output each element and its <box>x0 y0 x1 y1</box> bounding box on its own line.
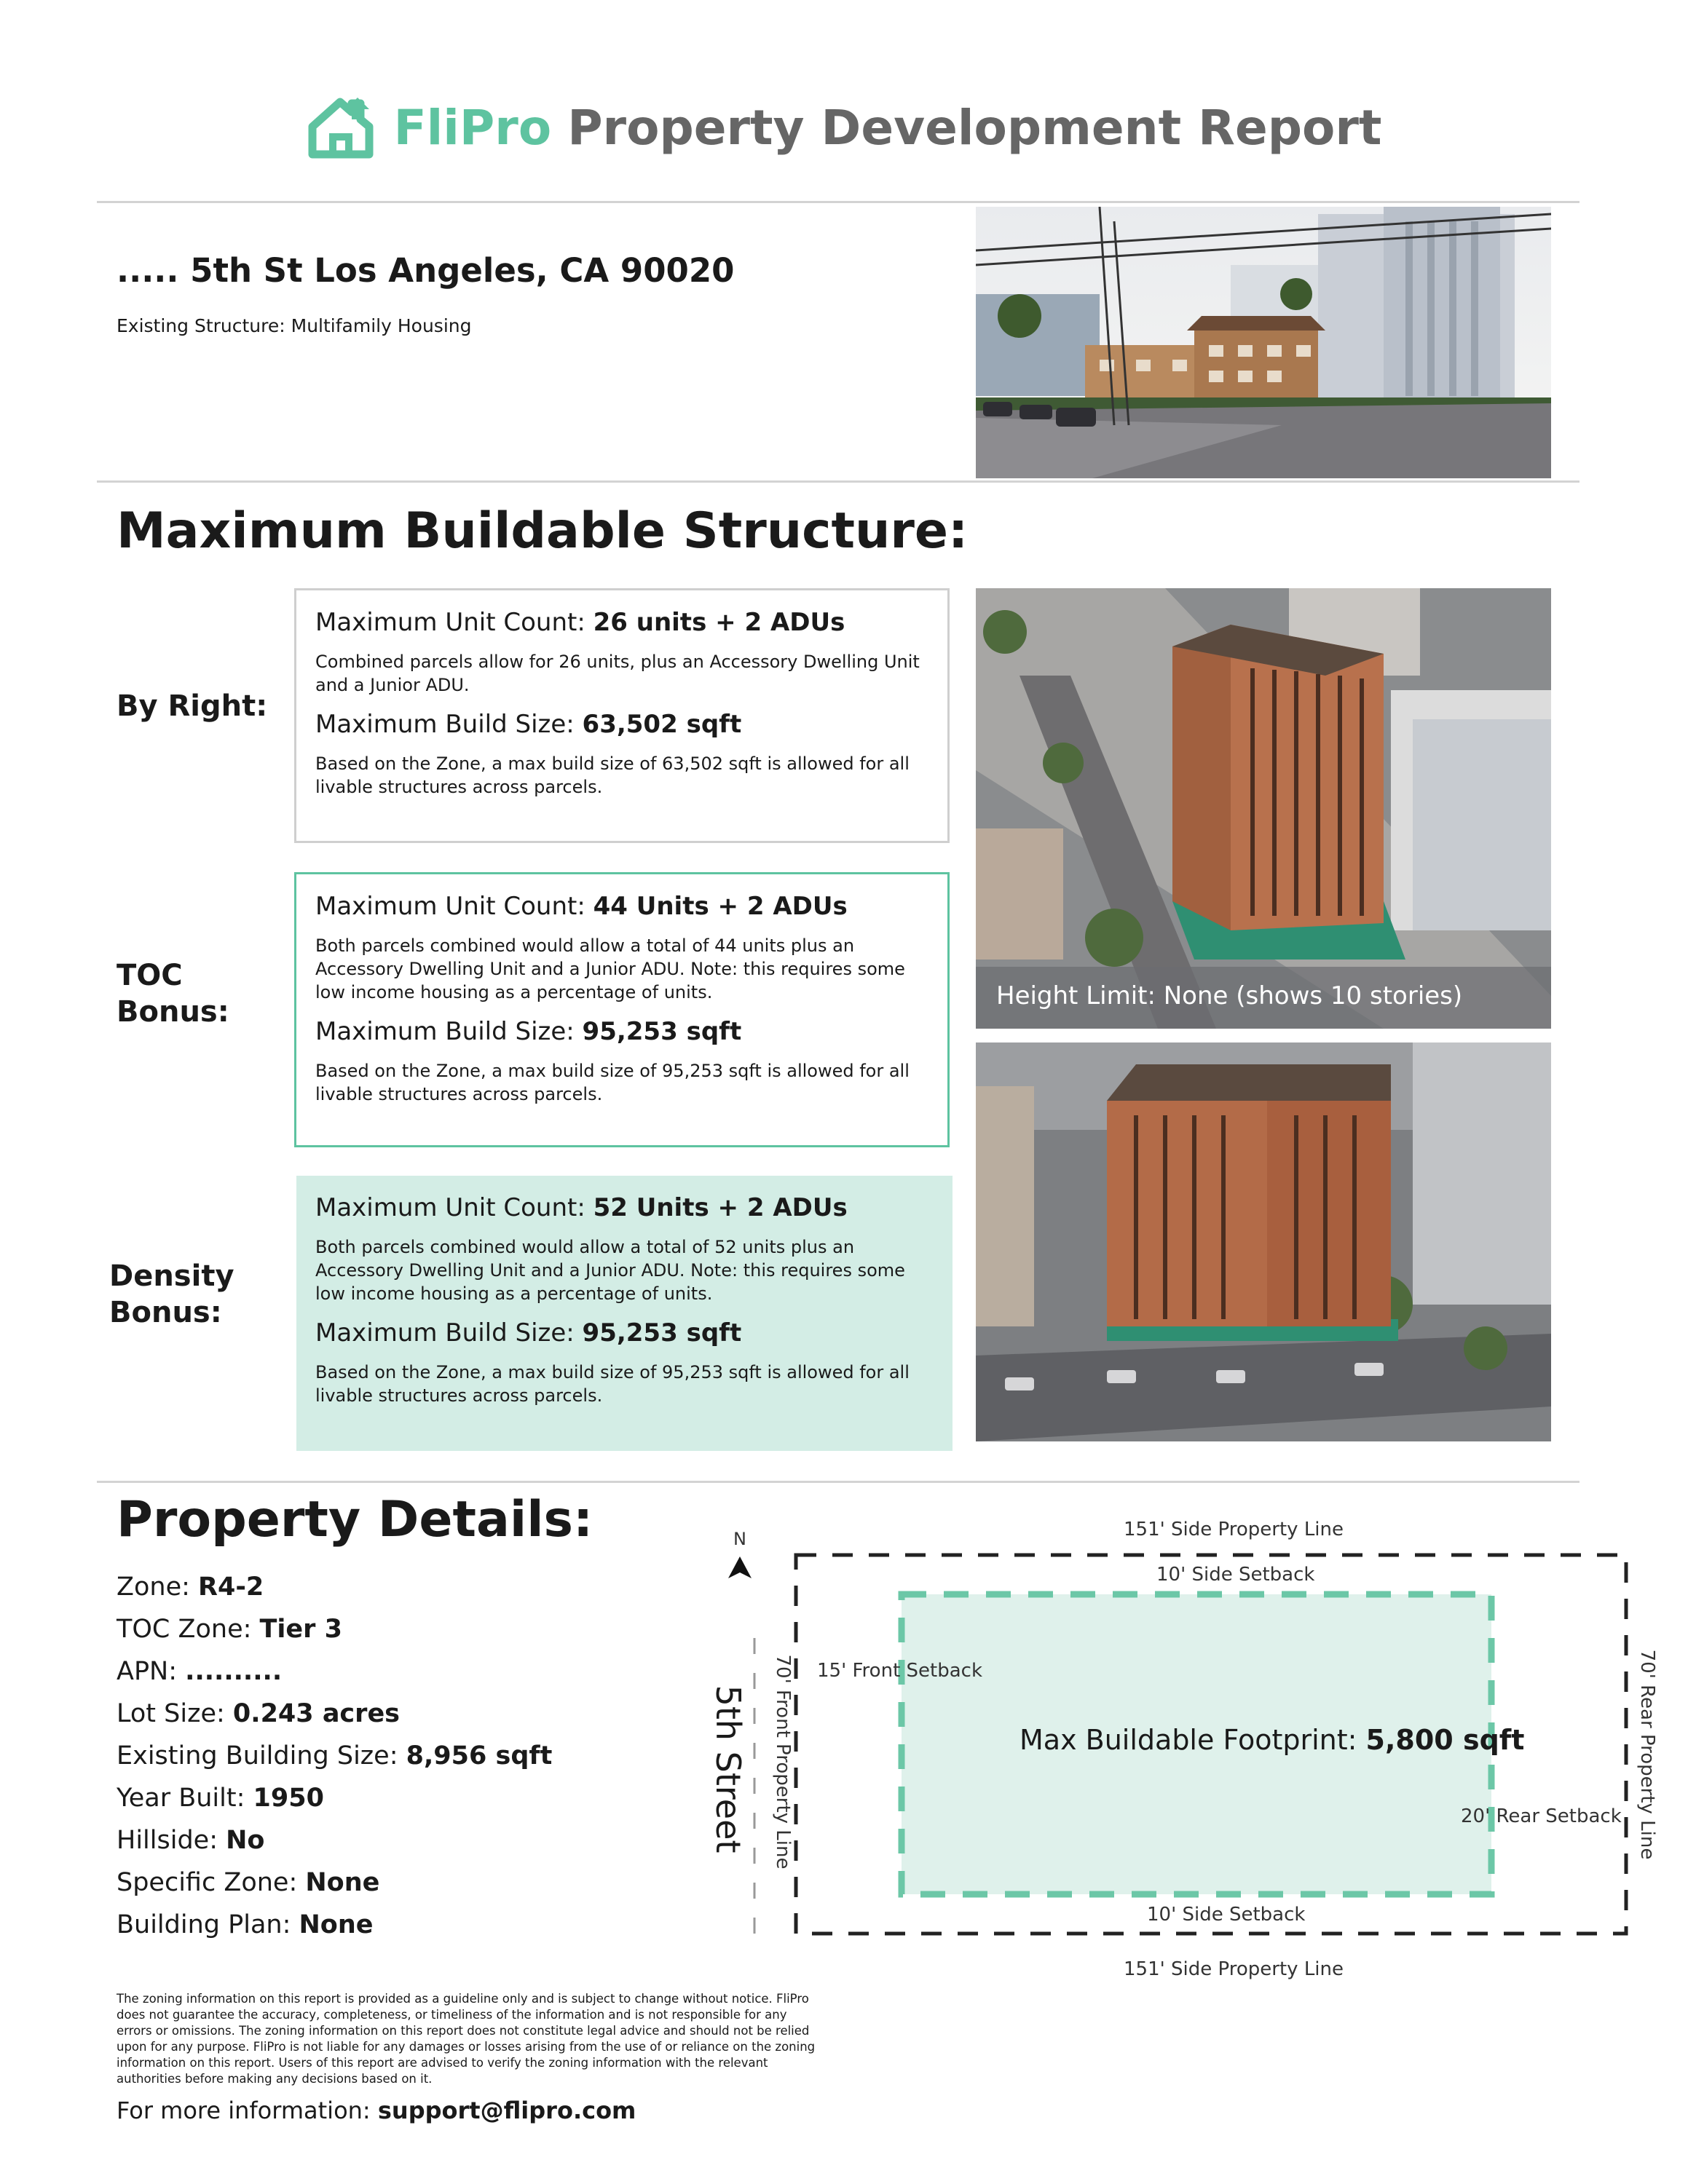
build-size <box>315 1318 934 1348</box>
label-line: Density <box>109 1259 234 1293</box>
side-setback-bottom: 10' Side Setback <box>1147 1904 1306 1926</box>
max-buildable-heading: Maximum Buildable Structure: <box>117 502 969 560</box>
contact-line <box>117 2097 636 2124</box>
north-label: N <box>733 1529 746 1549</box>
front-setback-label: 15' Front Setback <box>817 1660 983 1682</box>
detail-value: R4-2 <box>198 1572 264 1602</box>
front-property-line-label: 70' Front Property Line <box>772 1654 794 1870</box>
unit-count-value: 26 units + 2 ADUs <box>593 608 845 637</box>
detail-value: None <box>305 1868 380 1897</box>
build-size-value: 95,253 sqft <box>582 1017 742 1046</box>
north-arrow-icon <box>728 1556 752 1578</box>
detail-value: No <box>226 1826 265 1855</box>
side-setback-top: 10' Side Setback <box>1156 1564 1315 1586</box>
divider <box>97 480 1579 483</box>
unit-count <box>315 1193 934 1222</box>
density-bonus-label <box>109 1258 234 1331</box>
street-label: 5th Street <box>709 1685 748 1853</box>
build-size <box>315 1017 928 1046</box>
detail-specific-zone <box>117 1868 379 1897</box>
height-limit-caption: Height Limit: None (shows 10 stories) <box>996 981 1463 1010</box>
unit-note: Combined parcels allow for 26 units, plus an Accessory Dwelling Unit and a Junior ADU. <box>315 652 920 695</box>
by-right-label <box>117 688 267 724</box>
detail-label: Specific Zone: <box>117 1868 306 1897</box>
detail-label: TOC Zone: <box>117 1615 260 1644</box>
contact-label: For more information: <box>117 2097 378 2124</box>
size-note: Based on the Zone, a max build size of 63,502 sqft is allowed for all livable structures across parcels. <box>315 753 910 797</box>
house-logo-icon <box>307 95 379 160</box>
by-right-card <box>294 588 950 843</box>
unit-note: Both parcels combined would allow a total of 44 units plus an Accessory Dwelling Unit and a Junior ADU. Note: this requires some low income housing as a percentage of units. <box>315 935 905 1002</box>
report-title: Property Development Report <box>567 99 1382 156</box>
build-size-value: 63,502 sqft <box>582 710 742 739</box>
contact-email[interactable]: support@flipro.com <box>377 2097 636 2124</box>
rear-setback-label: 20' Rear Setback <box>1461 1805 1622 1827</box>
label-line: By Right: <box>117 689 268 723</box>
size-note: Based on the Zone, a max build size of 95,253 sqft is allowed for all livable structures across parcels. <box>315 1362 910 1406</box>
detail-hillside <box>117 1826 264 1855</box>
detail-value: 8,956 sqft <box>406 1741 553 1770</box>
street-view-photo <box>976 207 1551 478</box>
label-line: Bonus: <box>109 1296 222 1329</box>
detail-label: Building Plan: <box>117 1910 299 1939</box>
label-line: Bonus: <box>117 995 229 1029</box>
toc-bonus-label <box>117 957 229 1030</box>
detail-label: APN: <box>117 1657 186 1686</box>
unit-count-value: 52 Units + 2 ADUs <box>593 1193 848 1222</box>
lot-diagram-graphic <box>699 1522 1638 2002</box>
build-size-value: 95,253 sqft <box>582 1318 742 1348</box>
detail-label: Lot Size: <box>117 1699 233 1728</box>
unit-count-value: 44 Units + 2 ADUs <box>593 892 848 921</box>
unit-note: Both parcels combined would allow a total of 52 units plus an Accessory Dwelling Unit and a Junior ADU. Note: this requires some low income housing as a percentage of units. <box>315 1237 905 1304</box>
detail-value: 1950 <box>253 1784 324 1813</box>
footprint-value: 5,800 sqft <box>1365 1724 1525 1756</box>
detail-existing-building-size <box>117 1741 552 1770</box>
density-bonus-card <box>296 1176 953 1451</box>
unit-count <box>315 892 928 921</box>
unit-count-label: Maximum Unit Count: <box>315 892 593 921</box>
tower-rendering-oblique <box>976 1042 1551 1441</box>
property-details-heading: Property Details: <box>117 1491 593 1548</box>
side-property-line-bottom: 151' Side Property Line <box>1124 1958 1344 1980</box>
detail-label: Existing Building Size: <box>117 1741 406 1770</box>
unit-count-label: Maximum Unit Count: <box>315 608 593 637</box>
unit-count <box>315 608 928 637</box>
build-size <box>315 710 928 739</box>
disclaimer: The zoning information on this report is provided as a guideline only and is subject to change without notice. FliPro does not guarantee the accuracy, completeness, or timeliness of the information and is not responsible for any errors or omissions. The zoning information on this report does not constitute legal advice and should not be relied upon for any purpose. FliPro is not liable for any damages or losses arising from the use of or reliance on the zoning information on this report. Users of this report are advised to verify the zoning information with the relevant authorities before making any decisions based on it. <box>117 1992 816 2086</box>
detail-toc-zone <box>117 1615 342 1644</box>
detail-label: Year Built: <box>117 1784 253 1813</box>
label-line: TOC <box>117 959 183 992</box>
size-note: Based on the Zone, a max build size of 95,253 sqft is allowed for all livable structures across parcels. <box>315 1061 910 1104</box>
detail-year-built <box>117 1784 324 1813</box>
existing-structure: Existing Structure: Multifamily Housing <box>117 315 472 336</box>
lot-diagram <box>699 1519 1658 2002</box>
detail-building-plan <box>117 1910 374 1939</box>
buildable-footprint-label <box>1019 1724 1524 1756</box>
detail-label: Hillside: <box>117 1826 226 1855</box>
property-address: ..... 5th St Los Angeles, CA 90020 <box>117 251 735 290</box>
report-header <box>0 87 1688 167</box>
detail-lot-size <box>117 1699 400 1728</box>
tower-rendering-aerial <box>976 588 1551 1029</box>
build-size-label: Maximum Build Size: <box>315 1017 583 1046</box>
detail-value: Tier 3 <box>259 1615 342 1644</box>
detail-value: None <box>299 1910 374 1939</box>
toc-bonus-card <box>294 872 950 1147</box>
detail-value: 0.243 acres <box>232 1699 401 1728</box>
detail-value: .......... <box>185 1657 283 1686</box>
side-property-line-top: 151' Side Property Line <box>1124 1519 1344 1540</box>
detail-zone <box>117 1572 264 1602</box>
unit-count-label: Maximum Unit Count: <box>315 1193 593 1222</box>
divider <box>97 1481 1579 1483</box>
detail-label: Zone: <box>117 1572 199 1602</box>
build-size-label: Maximum Build Size: <box>315 710 583 739</box>
build-size-label: Maximum Build Size: <box>315 1318 583 1348</box>
footprint-label: Max Buildable Footprint: <box>1019 1724 1366 1756</box>
divider <box>97 201 1579 203</box>
brand-name: FliPro <box>393 99 552 156</box>
rear-property-line-label: 70' Rear Property Line <box>1636 1649 1658 1860</box>
detail-apn <box>117 1657 282 1686</box>
